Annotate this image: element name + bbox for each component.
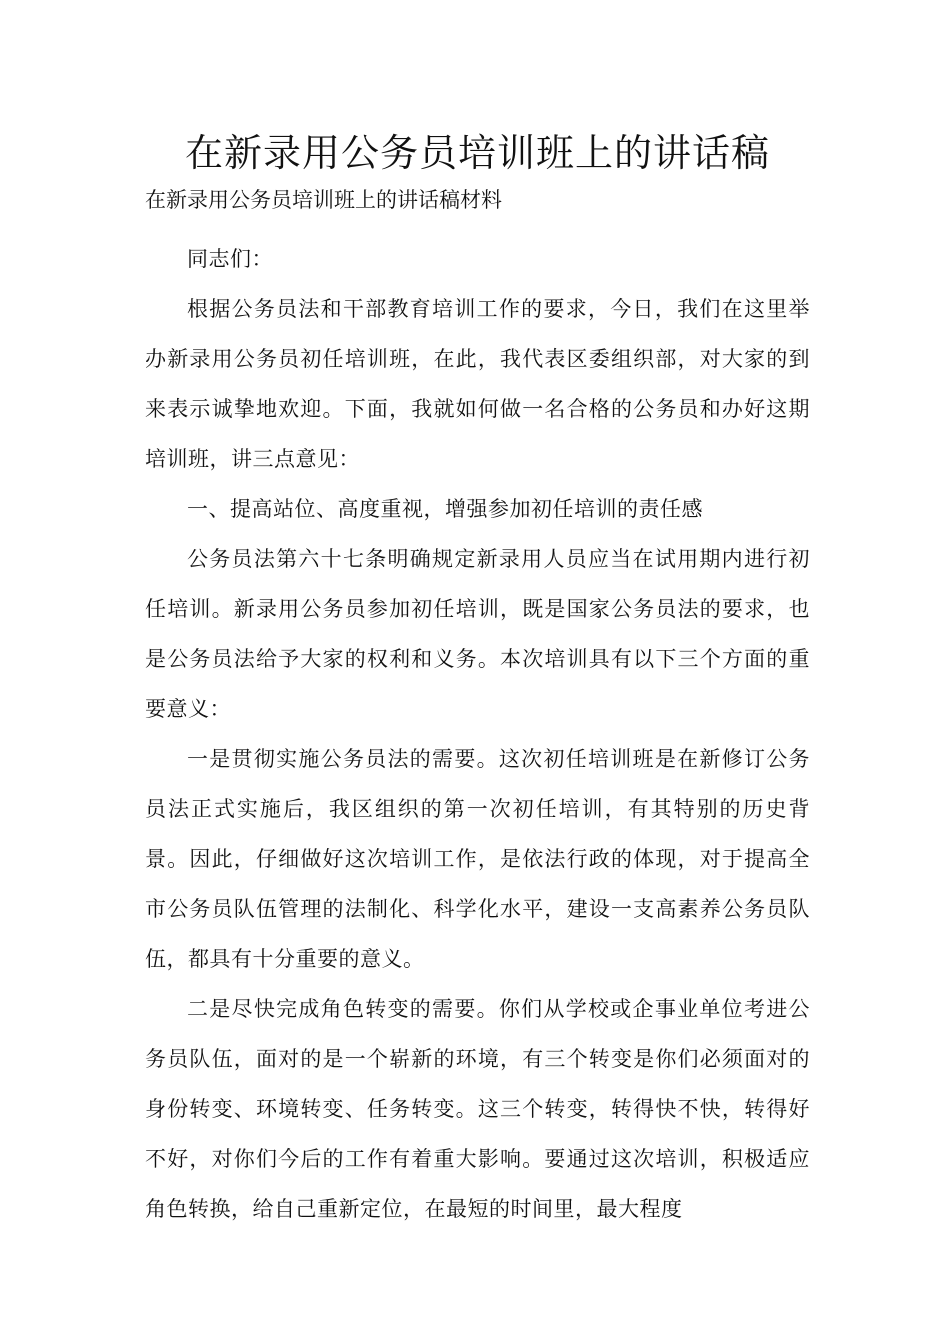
paragraph-law-requirement: 公务员法第六十七条明确规定新录用人员应当在试用期内进行初任培训。新录用公务员参加初任培训，既是国家公务员法的要求，也是公务员法给予大家的权利和义务。本次培训具有以下三个方面的重要意义： xyxy=(145,547,810,721)
paragraph-intro: 根据公务员法和干部教育培训工作的要求，今日，我们在这里举办新录用公务员初任培训班，在此，我代表区委组织部，对大家的到来表示诚挚地欢迎。下面，我就如何做一名合格的公务员和办好这期培训班，讲三点意见： xyxy=(145,297,810,471)
section-heading-1: 一、提高站位、高度重视，增强参加初任培训的责任感 xyxy=(187,497,703,521)
document-title: 在新录用公务员培训班上的讲话稿 xyxy=(184,131,770,175)
paragraph-point-1: 一是贯彻实施公务员法的需要。这次初任培训班是在新修订公务员法正式实施后，我区组织的第一次初任培训，有其特别的历史背景。因此，仔细做好这次培训工作，是依法行政的体现，对于提高全市公务员队伍管理的法制化、科学化水平，建设一支高素养公务员队伍，都具有十分重要的意义。 xyxy=(145,747,810,971)
paragraph-point-2: 二是尽快完成角色转变的需要。你们从学校或企事业单位考进公务员队伍，面对的是一个崭新的环境，有三个转变是你们必须面对的身份转变、环境转变、任务转变。这三个转变，转得快不快，转得好不好，对你们今后的工作有着重大影响。要通过这次培训，积极适应角色转换，给自己重新定位，在最短的时间里，最大程度 xyxy=(145,997,810,1221)
document-subtitle: 在新录用公务员培训班上的讲话稿材料 xyxy=(145,188,502,212)
paragraph-salutation: 同志们： xyxy=(187,247,273,271)
document-page xyxy=(145,128,810,1234)
